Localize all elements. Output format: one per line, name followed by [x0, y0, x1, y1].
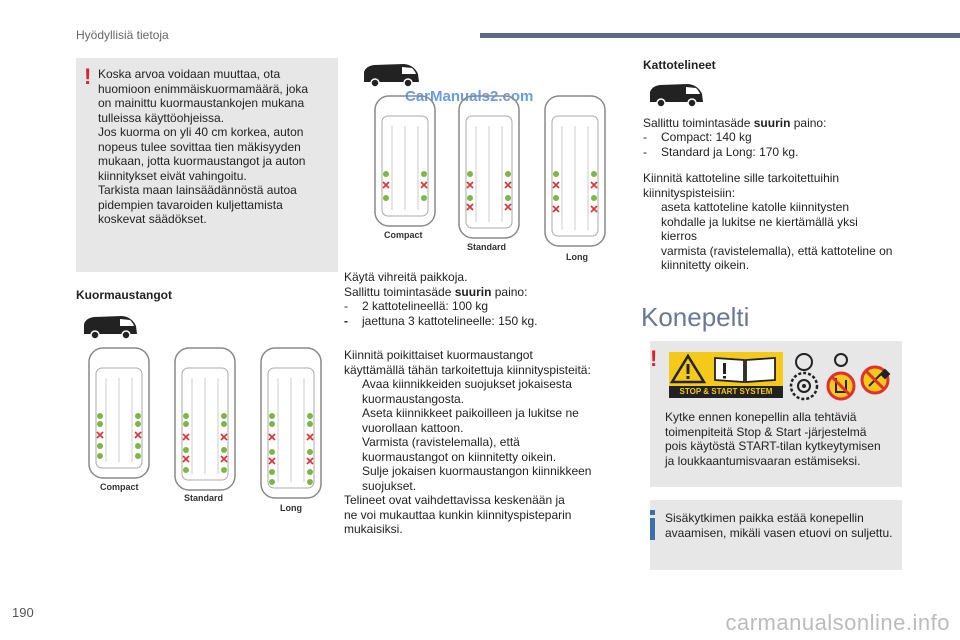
list-item-line: Aseta kiinnikkeet paikoilleen ja lukitse ne — [362, 406, 579, 420]
warning-line: Jos kuorma on yli 40 cm korkea, auton — [98, 125, 304, 139]
list-item-text: Compact: 140 kg — [661, 130, 752, 144]
roof-diagram-long-mid — [542, 94, 608, 248]
info-icon — [650, 518, 655, 540]
info-line: Sisäkytkimen paikka estää konepellin — [665, 511, 864, 525]
list-item — [344, 299, 624, 314]
list-item-line: aseta kattoteline katolle kiinnitysten — [661, 200, 850, 214]
warning-line: kiinnitykset eivät vahingoitu. — [98, 168, 247, 183]
footer-watermark: carmanualsonline.info — [725, 610, 950, 635]
warning-line: mukaan, jotta kuormaustangot ja auton — [98, 154, 306, 168]
warn-line: ja loukkaantumisvaaran estämiseksi. — [665, 453, 861, 468]
list-item — [643, 130, 943, 145]
list-item-line: Varmista (ravistelemalla), että — [362, 435, 520, 449]
warn-line: toimenpiteitä Stop & Start -järjestelmä — [665, 424, 867, 439]
middle-weight-list — [344, 299, 624, 328]
list-item-text: 2 kattotelineellä: 100 kg — [362, 299, 489, 313]
middle-p2-line: käyttämällä tähän tarkoitettuja kiinnityspisteitä: — [344, 362, 591, 377]
right-p1-line — [643, 116, 943, 131]
list-item-text: Standard ja Long: 170 kg. — [661, 144, 799, 159]
warning-line: tulleissa käyttöohjeissa. — [98, 110, 225, 125]
list-item-line: kohdalle ja lukitse ne kiertämällä yksi — [661, 214, 858, 229]
middle-p1-pre: Sallittu toimintasäde — [344, 284, 455, 299]
list-item-line: varmista (ravistelemalla), että kattoteline on — [661, 243, 893, 258]
van-side-icon — [82, 314, 138, 340]
middle-tail-line: Telineet ovat vaihdettavissa keskenään ja — [344, 493, 565, 507]
list-item — [643, 145, 943, 160]
warn-line: pois käytöstä START-tilan kytkeytymisen — [665, 439, 881, 453]
right-p1-post: paino: — [790, 116, 827, 130]
no-tool-icon — [860, 364, 894, 396]
list-item-line: suojukset. — [362, 478, 417, 493]
no-hand-icon — [826, 352, 856, 402]
warning-line: huomioon enimmäiskuormamäärä, joka — [98, 81, 309, 96]
dash-marker: - — [344, 313, 348, 328]
dash-marker: - — [344, 299, 348, 313]
warning-icon: ! — [84, 64, 92, 89]
warning-line: Koska arvoa voidaan muuttaa, ota — [98, 67, 281, 81]
right-p1-bold: suurin — [753, 116, 791, 130]
info-icon-dot — [650, 510, 655, 515]
list-item-line: kierros — [661, 229, 698, 243]
roof-diagram-standard-left — [172, 346, 238, 492]
list-item-line: vuorollaan kattoon. — [362, 420, 464, 435]
dash-marker: - — [643, 130, 647, 144]
right-p1-pre: Sallittu toimintasäde — [643, 116, 754, 130]
middle-tail-line: mukaisiksi. — [344, 522, 403, 536]
warning-line: Tarkista maan lainsäädännöstä autoa — [98, 183, 297, 197]
middle-p1-line2 — [344, 285, 624, 300]
warning-icon: ! — [650, 346, 658, 371]
middle-tail — [344, 493, 629, 537]
page-number: 190 — [12, 605, 34, 620]
middle-paragraph-1 — [344, 270, 624, 299]
kuormaustangot-heading: Kuormaustangot — [76, 288, 172, 302]
konepelti-warning-text — [665, 410, 897, 468]
warning-line: nopeus tulee sovittaa tien mäkisyyden — [98, 139, 301, 154]
warning-text — [98, 67, 334, 227]
dash-marker: - — [643, 144, 647, 159]
caption-long: Long — [280, 503, 302, 513]
warning-line: koskevat säädökset. — [98, 212, 207, 226]
van-side-icon-middle — [362, 62, 420, 88]
right-p1 — [643, 116, 943, 131]
warning-triangle-icon — [669, 352, 707, 386]
list-item — [344, 406, 629, 435]
page-header-title: Hyödyllisiä tietoja — [76, 28, 169, 42]
list-item-line: Sulje jokaisen kuormaustangon kiinnikkeen — [362, 464, 592, 478]
middle-p1-post: paino: — [491, 284, 528, 299]
warning-line: pidempien tavaroiden kuljettamista — [98, 197, 283, 212]
list-item — [643, 200, 943, 244]
info-text — [665, 511, 905, 540]
list-item-line: kiinnitetty oikein. — [661, 258, 750, 272]
middle-paragraph-2 — [344, 348, 624, 377]
list-item-line: Avaa kiinnikkeiden suojukset jokaisesta — [362, 377, 572, 391]
kattotelineet-heading: Kattotelineet — [643, 58, 716, 72]
list-item-line: kuormaustangot on kiinnitetty oikein. — [362, 449, 557, 464]
roof-diagram-compact-left — [86, 346, 152, 480]
van-side-icon-right — [648, 82, 704, 108]
list-item — [344, 464, 629, 493]
warn-line: Kytke ennen konepellin alla tehtäviä — [665, 410, 857, 424]
right-p2 — [643, 171, 943, 200]
warning-line: on mainittu kuormaustankojen mukana — [98, 96, 305, 110]
manual-book-icon — [707, 352, 783, 386]
roof-diagram-compact-mid — [372, 94, 438, 228]
roof-diagram-long-left — [258, 346, 324, 500]
right-p2-line: kiinnityspisteisiin: — [643, 185, 736, 200]
right-weight-list — [643, 130, 943, 159]
caption-compact: Compact — [100, 482, 139, 492]
caption-standard-mid: Standard — [467, 242, 507, 252]
overlay-watermark: CarManuals2.com — [405, 88, 534, 105]
caption-standard: Standard — [184, 493, 224, 503]
right-p2-line: Kiinnitä kattoteline sille tarkoitettuihin — [643, 171, 840, 185]
header-bar — [480, 33, 960, 38]
middle-p2-line: Kiinnitä poikittaiset kuormaustangot — [344, 348, 533, 362]
stop-start-badge: STOP & START SYSTEM — [669, 386, 783, 398]
list-item — [344, 314, 624, 329]
konepelti-title: Konepelti — [641, 302, 750, 332]
list-item — [643, 244, 943, 273]
caption-long-mid: Long — [566, 252, 588, 262]
list-item-line: kuormaustangosta. — [362, 391, 465, 406]
fan-belt-icon — [788, 352, 820, 402]
middle-tail-line: ne voi mukauttaa kunkin kiinnityspisteparin — [344, 507, 572, 522]
middle-p1-line1: Käytä vihreitä paikkoja. — [344, 270, 468, 284]
roof-diagram-standard-mid — [456, 94, 522, 240]
list-item-text: jaettuna 3 kattotelineelle: 150 kg. — [362, 313, 538, 328]
list-item — [344, 377, 629, 406]
list-item — [344, 435, 629, 464]
caption-compact-mid: Compact — [384, 230, 423, 240]
info-line: avaamisen, mikäli vasen etuovi on suljettu. — [665, 525, 893, 540]
right-steps-list — [643, 200, 943, 273]
middle-steps-list — [344, 377, 629, 493]
middle-p1-bold: suurin — [454, 284, 492, 299]
